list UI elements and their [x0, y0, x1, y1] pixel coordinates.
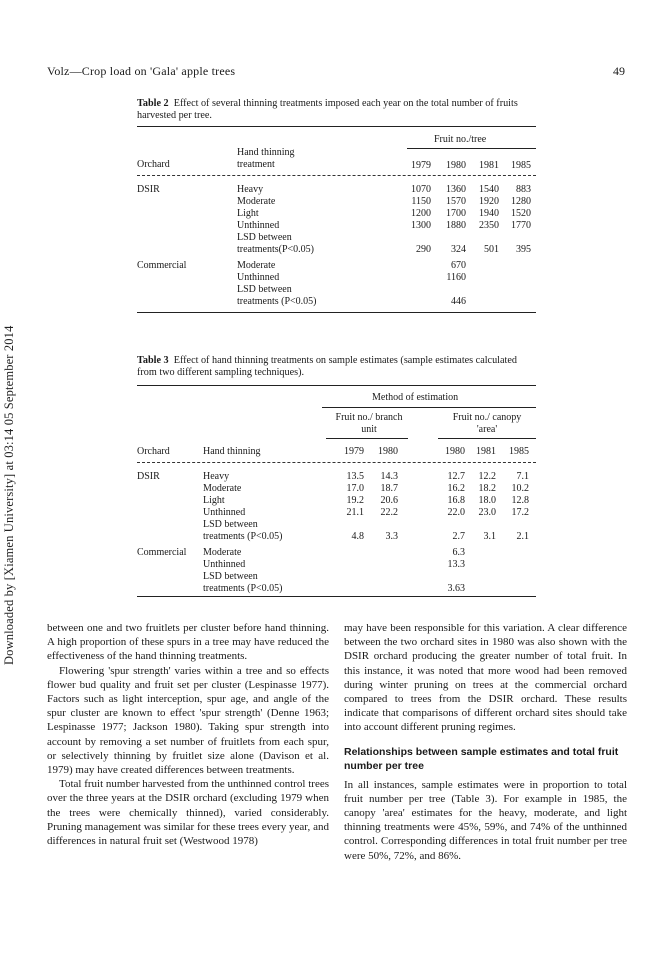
running-title: Volz—Crop load on 'Gala' apple trees	[47, 64, 236, 78]
table3-group-rule	[322, 407, 536, 408]
table3-branch-value-cell: 17.0	[346, 483, 364, 494]
table3-header-rule	[137, 462, 536, 463]
table2-orchard-cell: Commercial	[137, 260, 187, 271]
table2-treatment-cell: treatments (P<0.05)	[237, 296, 317, 307]
table2-value-cell: 324	[451, 244, 466, 255]
table3-branch-value-cell: 4.8	[351, 531, 364, 542]
table3-treatment-cell: LSD between	[203, 519, 258, 530]
table3-branch-value-cell: 14.3	[380, 471, 398, 482]
table3-sub-b-rule	[438, 438, 536, 439]
table3-branch-value-cell: 18.7	[380, 483, 398, 494]
section-subheading: Relationships between sample estimates and total fruit number per tree	[344, 745, 619, 772]
table2-value-cell: 1940	[479, 208, 499, 219]
table3-branch-value-cell: 13.5	[346, 471, 364, 482]
table3-treatment-cell: Unthinned	[203, 507, 246, 518]
table3-year-header-a: 1980	[378, 446, 398, 457]
table3-year-header-b: 1980	[445, 446, 465, 457]
table3-branch-value-cell: 21.1	[346, 507, 364, 518]
table3-label: Table 3	[137, 355, 169, 366]
table2-value-cell: 1300	[411, 220, 431, 231]
table2-value-cell: 1360	[446, 184, 466, 195]
table2-value-cell: 1920	[479, 196, 499, 207]
right-paragraph-2: In all instances, sample estimates were in proportion to total fruit number per tree (Table 3). For example in 1985, the canopy 'area' estimates for the heavy, moderate, and light thinning treatments were 45%, 59%, and 74% of the unthinned control. Corresponding differences in total fruit number per tree were 50%, 72%, and 86%.	[344, 778, 627, 862]
table2-value-cell: 2350	[479, 220, 499, 231]
table3-canopy-value-cell: 23.0	[478, 507, 496, 518]
table2-value-cell: 1570	[446, 196, 466, 207]
table3-treatment-cell: treatments (P<0.05)	[203, 531, 283, 542]
table2-value-cell: 1160	[446, 272, 466, 283]
table2-value-cell: 1880	[446, 220, 466, 231]
table3-year-header-a: 1979	[344, 446, 364, 457]
table2-value-cell: 446	[451, 296, 466, 307]
table3-treatment-cell: Light	[203, 495, 225, 506]
table3-canopy-value-cell: 10.2	[511, 483, 529, 494]
table2-treatment-cell: LSD between	[237, 232, 292, 243]
table2-value-cell: 1700	[446, 208, 466, 219]
right-paragraph-1: may have been responsible for this variation. A clear difference between the two orchard sites in 1980 was also shown with the DSIR orchard producing the greater number of total fruit. In this instance, it was noted that more wood had been removed during winter pruning on trees at the commercial orchard compared to trees from the DSIR orchard. These results indicate that comparisons of different orchard sites should take into account different pruning regimes.	[344, 622, 627, 734]
table3-col-thinning: Hand thinning	[203, 446, 261, 457]
table3-canopy-value-cell: 2.1	[516, 531, 529, 542]
table2-year-header: 1985	[511, 160, 531, 171]
table2-value-cell: 1200	[411, 208, 431, 219]
table3-treatment-cell: Moderate	[203, 547, 242, 558]
left-paragraph-2: Flowering 'spur strength' varies within a tree and so effects flower bud quality and fruit set per cluster (Lespinasse 1977). Factors such as light interception, spur age, and angle of the spur cluster are known to effect 'spur strength' (Denne 1963; Lespinasse 1977; Jackson 1980). Taking spur strength into account by removing a set number of fruitlets from each spur, or selectively thinning by fruitlet size alone (Davison et al. 1979) may have created differences between treatments.	[47, 664, 329, 777]
table2-group-header: Fruit no./tree	[434, 134, 487, 145]
table2-value-cell: 670	[451, 260, 466, 271]
left-paragraph-3: Total fruit number harvested from the unthinned control trees over the three years at the DSIR orchard (excluding 1979 when the trees were chemically thinned), varied considerably. Pruning management was similar for these trees every year, and differences in natural fruit set (Westwood 1978)	[47, 778, 329, 848]
table3-sub-a-rule	[326, 438, 408, 439]
table2-value-cell: 1150	[411, 196, 431, 207]
table3-col-orchard: Orchard	[137, 446, 170, 457]
table3-sub-b: Fruit no./ canopy 'area'	[452, 412, 522, 435]
table2-label: Table 2	[137, 98, 169, 109]
table2-treatment-cell: LSD between	[237, 284, 292, 295]
table2-col-treatment: Hand thinning treatment	[237, 147, 295, 170]
table3-canopy-value-cell: 16.8	[447, 495, 465, 506]
table3-canopy-value-cell: 18.0	[478, 495, 496, 506]
table3-sub-a: Fruit no./ branch unit	[335, 412, 403, 435]
table3-treatment-cell: Moderate	[203, 483, 242, 494]
page-number: 49	[613, 64, 625, 78]
table2-value-cell: 1540	[479, 184, 499, 195]
table2-treatment-cell: treatments(P<0.05)	[237, 244, 315, 255]
table2-value-cell: 290	[416, 244, 431, 255]
table3-group-header: Method of estimation	[372, 392, 459, 403]
table3-bottom-rule	[137, 596, 536, 597]
table2-header-rule	[137, 175, 536, 176]
table2-col-orchard: Orchard	[137, 159, 170, 170]
table2-value-cell: 1070	[411, 184, 431, 195]
table2-group-rule	[407, 148, 536, 149]
table3-canopy-value-cell: 6.3	[452, 547, 465, 558]
table2-year-header: 1979	[411, 160, 431, 171]
table3-caption	[137, 355, 537, 379]
table3-canopy-value-cell: 22.0	[447, 507, 465, 518]
table2-value-cell: 501	[484, 244, 499, 255]
table3-treatment-cell: LSD between	[203, 571, 258, 582]
table2-treatment-cell: Unthinned	[237, 220, 280, 231]
table3-top-rule	[137, 385, 536, 386]
table2-treatment-cell: Moderate	[237, 196, 276, 207]
left-column	[47, 621, 329, 848]
download-note	[2, 325, 22, 685]
table3-canopy-value-cell: 12.8	[511, 495, 529, 506]
table3-treatment-cell: Heavy	[203, 471, 230, 482]
table3-canopy-value-cell: 3.63	[447, 583, 465, 594]
table3-canopy-value-cell: 12.7	[447, 471, 465, 482]
table2-caption	[137, 98, 537, 122]
table3-branch-value-cell: 22.2	[380, 507, 398, 518]
table2-treatment-cell: Heavy	[237, 184, 264, 195]
table2-value-cell: 883	[516, 184, 531, 195]
table3-year-header-b: 1981	[476, 446, 496, 457]
table3-branch-value-cell: 3.3	[385, 531, 398, 542]
table2-treatment-cell: Moderate	[237, 260, 276, 271]
table2-caption-text: Effect of several thinning treatments imposed each year on the total number of fruits harvested per tree.	[137, 98, 518, 121]
table2-year-header: 1981	[479, 160, 499, 171]
table2-orchard-cell: DSIR	[137, 184, 160, 195]
table2-treatment-cell: Unthinned	[237, 272, 280, 283]
table3-branch-value-cell: 19.2	[346, 495, 364, 506]
table3-canopy-value-cell: 12.2	[478, 471, 496, 482]
table3-orchard-cell: Commercial	[137, 547, 187, 558]
table3-canopy-value-cell: 2.7	[452, 531, 465, 542]
table3-canopy-value-cell: 13.3	[447, 559, 465, 570]
table2-value-cell: 1280	[511, 196, 531, 207]
left-paragraph-1: between one and two fruitlets per cluster before hand thinning. A high proportion of these spurs in a tree may have reduced the effectiveness of the hand thinning treatments.	[47, 622, 329, 663]
table2-value-cell: 1770	[511, 220, 531, 231]
table3-branch-value-cell: 20.6	[380, 495, 398, 506]
table3-caption-text: Effect of hand thinning treatments on sample estimates (sample estimates calculated from two different sampling techniques).	[137, 355, 517, 378]
download-note-text: Downloaded by [Xiamen University] at 03:14 05 September 2014	[2, 325, 16, 665]
table3-treatment-cell: Unthinned	[203, 559, 246, 570]
table3-canopy-value-cell: 16.2	[447, 483, 465, 494]
table2-value-cell: 395	[516, 244, 531, 255]
table3-canopy-value-cell: 17.2	[511, 507, 529, 518]
table3-canopy-value-cell: 7.1	[516, 471, 529, 482]
table2-treatment-cell: Light	[237, 208, 259, 219]
table2-bottom-rule	[137, 312, 536, 313]
table3-treatment-cell: treatments (P<0.05)	[203, 583, 283, 594]
table3-canopy-value-cell: 18.2	[478, 483, 496, 494]
right-column	[344, 621, 627, 863]
table3-orchard-cell: DSIR	[137, 471, 160, 482]
table2-year-header: 1980	[446, 160, 466, 171]
table2-top-rule	[137, 126, 536, 127]
table2-value-cell: 1520	[511, 208, 531, 219]
table3-canopy-value-cell: 3.1	[483, 531, 496, 542]
table3-year-header-b: 1985	[509, 446, 529, 457]
